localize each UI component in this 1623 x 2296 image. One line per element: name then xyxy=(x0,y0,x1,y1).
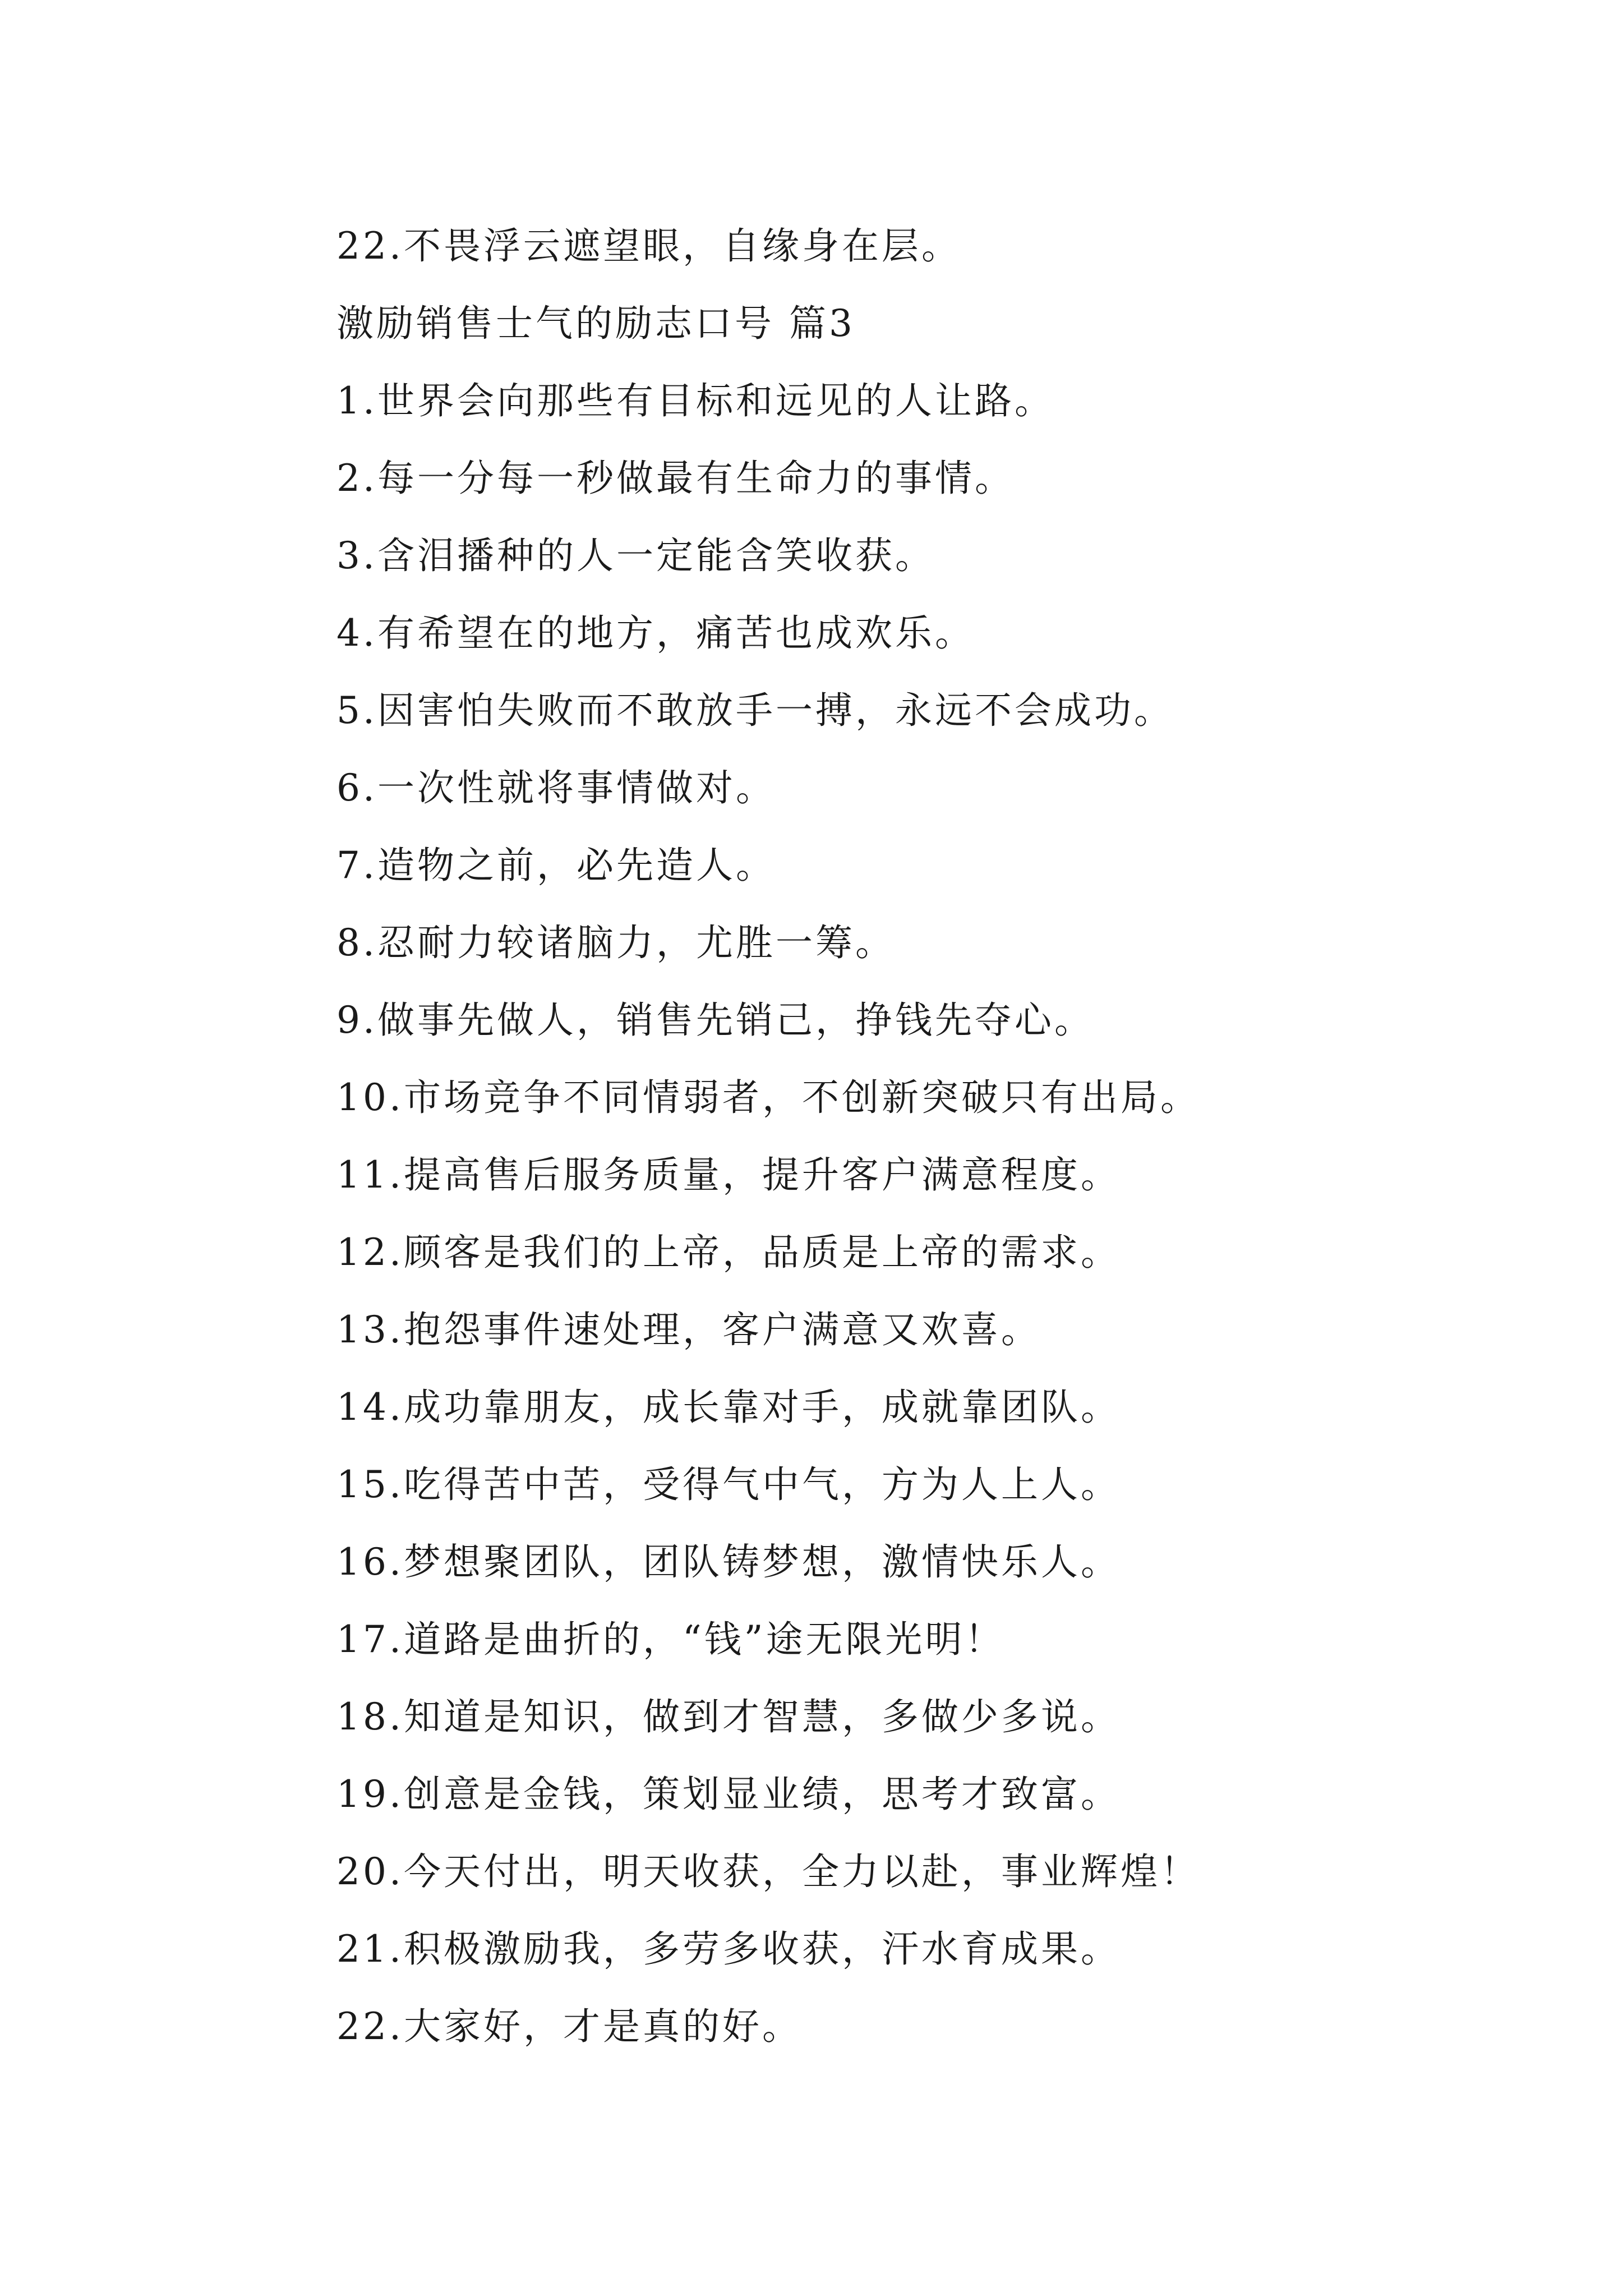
slogan-item: 15.吃得苦中苦，受得气中气，方为人上人。 xyxy=(336,1463,1121,1506)
slogan-item: 11.提高售后服务质量，提升客户满意程度。 xyxy=(336,1153,1121,1197)
text-body xyxy=(336,208,1514,2065)
slogan-item: 22.大家好，才是真的好。 xyxy=(336,2005,802,2048)
slogan-item: 18.知道是知识，做到才智慧，多做少多说。 xyxy=(336,1695,1121,1738)
slogan-item: 12.顾客是我们的上帝，品质是上帝的需求。 xyxy=(336,1231,1121,1274)
slogan-item: 17.道路是曲折的，“钱”途无限光明！ xyxy=(336,1618,1005,1661)
slogan-item: 4.有希望在的地方，痛苦也成欢乐。 xyxy=(336,611,975,655)
text-line: 22.不畏浮云遮望眼，自缘身在层。 xyxy=(336,224,961,268)
slogan-item: 3.含泪播种的人一定能含笑收获。 xyxy=(336,534,935,577)
slogan-item: 9.做事先做人，销售先销己，挣钱先夺心。 xyxy=(336,999,1094,1042)
slogan-item: 13.抱怨事件速处理，客户满意又欢喜。 xyxy=(336,1308,1041,1351)
slogan-item: 1.世界会向那些有目标和远见的人让路。 xyxy=(336,379,1054,422)
slogan-item: 19.创意是金钱，策划显业绩，思考才致富。 xyxy=(336,1773,1121,1816)
slogan-item: 2.每一分每一秒做最有生命力的事情。 xyxy=(336,457,1015,500)
slogan-item: 5.因害怕失败而不敢放手一搏，永远不会成功。 xyxy=(336,689,1174,732)
slogan-item: 6.一次性就将事情做对。 xyxy=(336,766,776,809)
slogan-item: 21.积极激励我，多劳多收获，汗水育成果。 xyxy=(336,1927,1121,1971)
slogan-item: 8.忍耐力较诸脑力，尤胜一筹。 xyxy=(336,921,895,964)
slogan-item: 10.市场竞争不同情弱者，不创新突破只有出局。 xyxy=(336,1076,1200,1119)
slogan-item: 20.今天付出，明天收获，全力以赴，事业辉煌！ xyxy=(336,1850,1200,1893)
section-heading: 激励销售士气的励志口号 篇3 xyxy=(336,302,855,345)
slogan-item: 7.造物之前，必先造人。 xyxy=(336,844,776,887)
slogan-item: 14.成功靠朋友，成长靠对手，成就靠团队。 xyxy=(336,1386,1121,1429)
slogan-item: 16.梦想聚团队，团队铸梦想，激情快乐人。 xyxy=(336,1540,1121,1584)
